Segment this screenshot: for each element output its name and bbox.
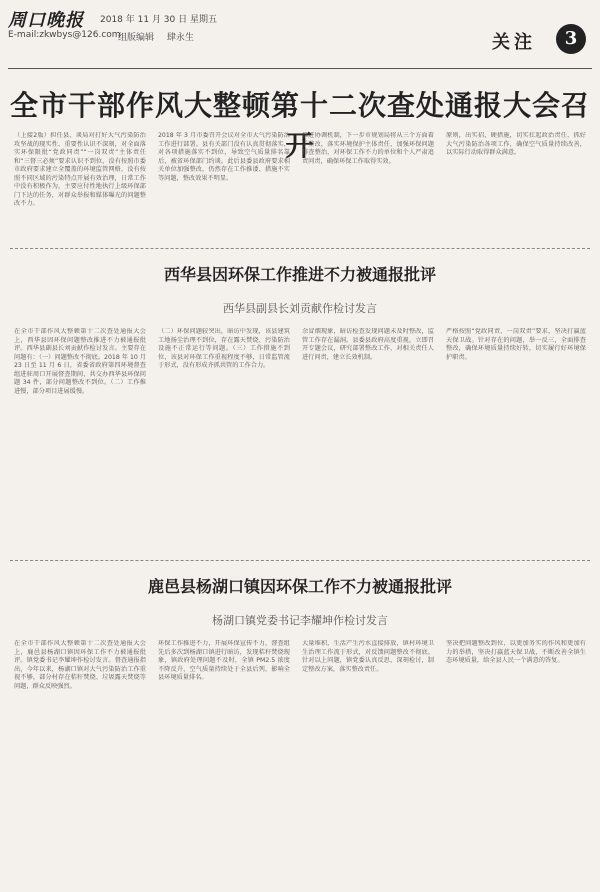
newspaper-logo: 周口晚报 — [8, 10, 84, 31]
masthead-divider — [8, 68, 592, 69]
article1-column-4: 原则，出实招、硬措施，切实扛起政治责任，抓好大气污染防治各项工作，确保空气质量持续改善，以实际行动取得群众满意。 — [446, 132, 586, 156]
article3-column-4: 坚决把问题整改到位，以更加务实的作风和更加有力的举措，坚决打赢蓝天保卫战，不断改善全镇生态环境质量，给全县人民一个满意的答复。 — [446, 640, 586, 664]
article1-column-1: （上接2版）担任县、谈局对打好大气污染防治攻坚战的现实性、重要性认识不深刻，对全面落实环保限批“党政同责”“一岗双责”主体责任和“三督三必须”要求认识不到位，没有按照市委市政府要求建立全覆盖的环境监管网格，没有按照不同区域的污染特点开展有效治理，日常工作中没有积极作为，主要应付性地执行上级环保部门下达的任务，对群众举报和媒体曝光的问题整改不力。 — [14, 132, 146, 207]
section-rule — [10, 560, 590, 561]
article2-column-2: （二）环保问题较突出，暗访中发现，该县建筑工地扬尘治理不到位，存在露天焚烧、污染防治设施不正常运行等问题。（三）工作措施不到位，该县对环保工作重视程度不够，日常监管流于形式，没有形成齐抓共管的工作合力。 — [158, 328, 290, 369]
editor-credits — [118, 30, 204, 43]
section-title: 关注 — [492, 32, 536, 53]
article2-column-4: 严格按照“党政同责、一岗双责”要求，坚决打赢蓝天保卫战。针对存在的问题，举一反三，全面排查整改，确保环境质量持续好转，切实履行好环境保护职责。 — [446, 328, 586, 361]
page-number: 3 — [556, 24, 586, 54]
article1-column-2: 2018 年 3 月市委召开会议对全市大气污染防治工作进行部署。县有关部门没有认真贯彻落实，对各项措施落实不到位，导致空气质量排名靠后，被省环保部门约谈。此后县委县政府要求相关单位加强整改，仍然存在工作推诿、措施不实等问题，整改效果不明显。 — [158, 132, 290, 182]
email-address: E-mail:zkwbys@126.com — [8, 30, 121, 40]
editor-name: 肆永生 — [166, 33, 194, 43]
article1-column-3: 推进协调机制，下一步市规划局将从三个方面着手整改，落实环境保护主体责任，加强环保问题排查整治，对环保工作不力的单位和个人严肃追责问责，确保环保工作取得实效。 — [302, 132, 434, 165]
article3-headline: 鹿邑县杨湖口镇因环保工作不力被通报批评 — [147, 577, 452, 596]
masthead — [0, 0, 600, 72]
article2-headline: 西华县因环保工作推进不力被通报批评 — [163, 265, 436, 284]
article2-byline: 西华县副县长刘贡献作检讨发言 — [223, 302, 377, 315]
main-headline: 全市干部作风大整顿第十二次查处通报大会召开 — [9, 89, 590, 162]
article3-byline: 杨湖口镇党委书记李耀坤作检讨发言 — [212, 614, 388, 627]
article3-column-2: 环保工作推进不力，开展环保宣传不力，督查组先后多次到杨湖口镇进行暗访，发现秸秆焚烧现象，镇政府处理问题不及时，全镇 PM2.5 浓度不降反升，空气质量持续处于全县后列，影响全县环境质量排名。 — [158, 640, 290, 681]
article3-column-1: 在全市干部作风大整顿第十二次查处通报大会上，鹿邑县杨湖口镇因环保工作不力被通报批评。镇党委书记李耀坤作检讨发言。督查通报指出，今年以来，杨湖口镇对大气污染防治工作重视不够，部分村存在秸秆焚烧、垃圾露天焚烧等问题，群众反映强烈。 — [14, 640, 146, 690]
editor-label: 组版编辑 — [118, 33, 155, 43]
article2-column-1: 在全市干部作风大整顿第十二次查处通报大会上，西华县因环保问题整改推进不力被通报批评。西华县副县长刘贡献作检讨发言。主要存在问题有：（一）问题整改不彻底。2018 年 10 月 23 日至 11 月 6 日，省委省政府第四环境督查组进驻周口开展督查期间，共交办西华县环保问题 34 件，部分问题整改不到位。（二）工作推进慢，部分项目进展缓慢。 — [14, 328, 146, 395]
issue-date: 2018 年 11 月 30 日 星期五 — [100, 15, 217, 25]
article3-column-3: 大量堆积，生活产生污水直接排放，镇村环境卫生治理工作流于形式，对反馈问题整改不彻底。针对以上问题，镇党委认真反思，深刻检讨，制定整改方案，落实整改责任。 — [302, 640, 434, 673]
section-rule — [10, 248, 590, 249]
article2-column-3: 余冒烟现象，暗访检查发现问题未及时整改，监管工作存在漏洞。县委县政府高度重视，立即召开专题会议，研究部署整改工作，对相关责任人进行问责，建立长效机制。 — [302, 328, 434, 361]
